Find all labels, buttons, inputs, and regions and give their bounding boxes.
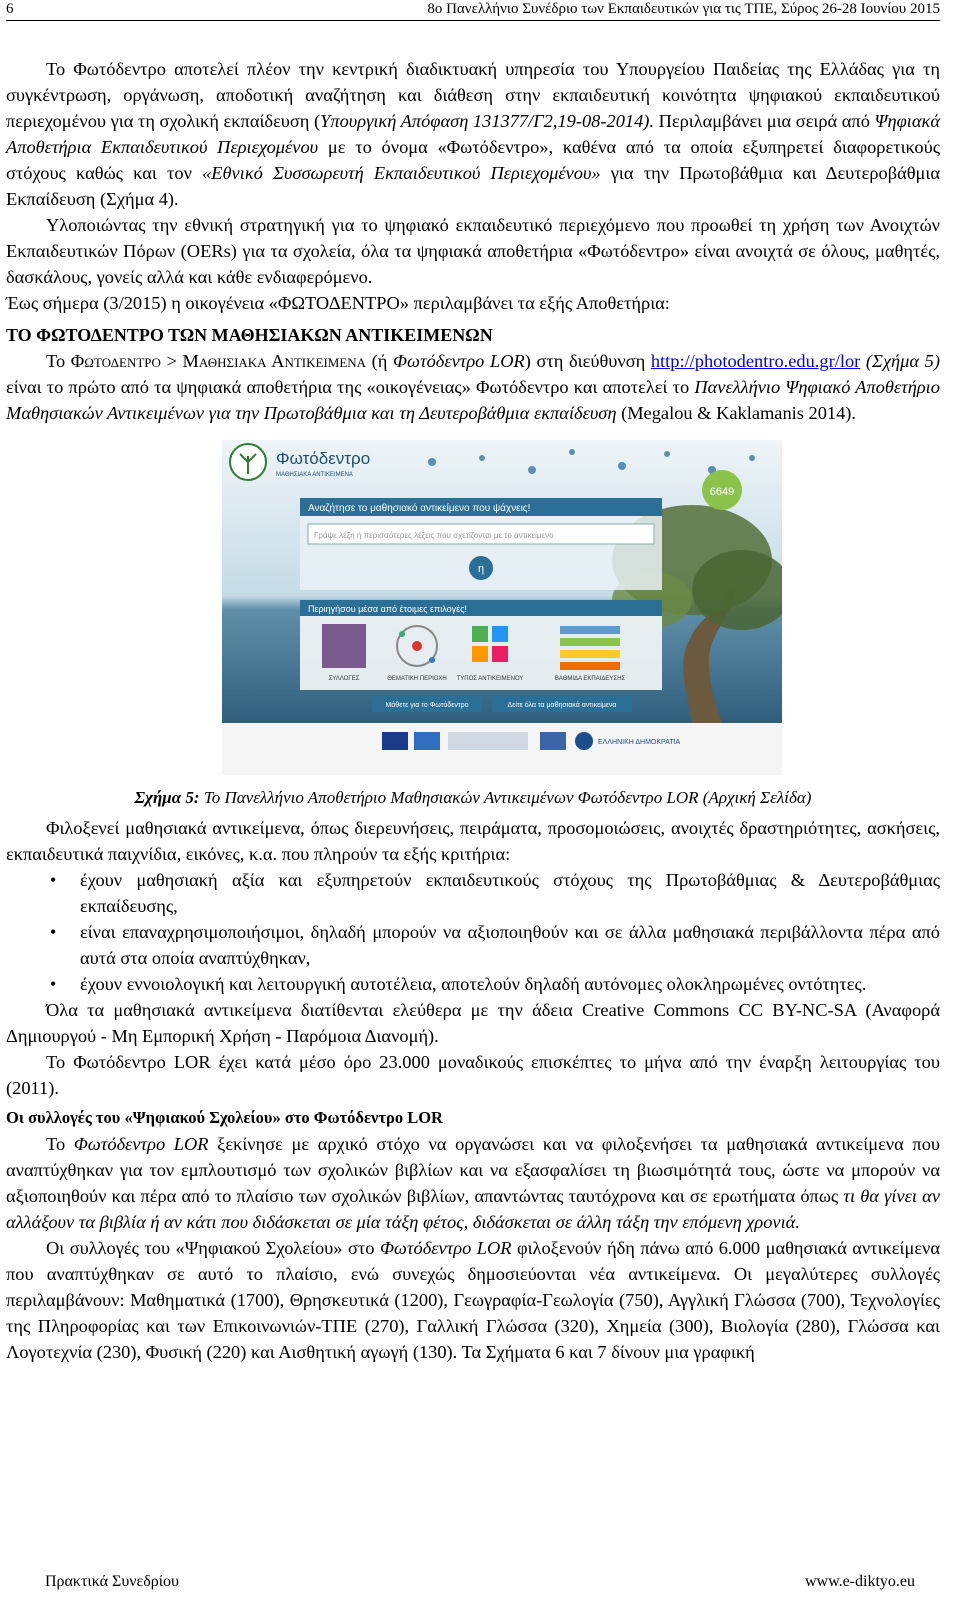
choices-title: Περιηγήσου μέσα από έτοιμες επιλογές! xyxy=(308,604,467,614)
bullet-icon: • xyxy=(50,974,57,994)
text: με το όνομα «Φωτόδεντρο», καθένα από τα οποία εξυπηρετεί διαφορετικούς στόχους καθώς και τον xyxy=(6,137,940,183)
text: ξεκίνησε με αρχικό στόχο να οργανώσει και να φιλοξενήσει τα μαθησιακά αντικείμενα που αναπτύχθηκαν για τον εμπλουτισμό των σχολικών βιβλίων και να εξασφαλίσει τη βιωσιμότητά τους, ώστε να μπορούν να αξιοποιηθούν και πέρα από το πλαίσιο των σχολικών βιβλίων, απαντώντας ταυτόχρονα και σε ερωτήματα όπως xyxy=(6,1134,940,1206)
learn-more-label: Μάθετε για το Φωτόδεντρο xyxy=(385,702,469,709)
header-rule xyxy=(6,20,940,21)
list-item xyxy=(6,971,940,997)
list-item xyxy=(6,867,940,919)
paragraph-lor xyxy=(6,348,940,426)
text: φιλοξενούν ήδη πάνω από 6.000 μαθησιακά αντικείμενα που αναπτύχθηκαν σε αυτό το πλαίσιο, ενώ συνεχώς δημοσιεύονται νέα αντικείμενα. Οι μεγαλύτερες συλλογές περιλαμβάνουν: Μαθηματικά (1700), Θρησκευτικά (1200), Γεωγραφία-Γεωλογία (750), Αγγλική Γλώσσα (700), Τεχνολογίες της Πληροφορίας και των Επικοινωνιών-ΤΠΕ (270), Γαλλική Γλώσσα (320), Χημεία (300), Βιολογία (280), Γλώσσα και Λογοτεχνία (230), Φυσική (220) και Αισθητική αγωγή (130). Τα Σχήματα 6 και 7 δίνουν μια γραφική xyxy=(6,1238,940,1362)
paragraph-hosts: Φιλοξενεί μαθησιακά αντικείμενα, όπως διερευνήσεις, πειράματα, προσομοιώσεις, ανοιχτές δραστηριότητες, ασκήσεις, εκπαιδευτικά παιχνίδια, εικόνες, κ.α. που πληρούν τα εξής κριτήρια: xyxy=(6,818,940,864)
paragraph-visitors: Το Φωτόδεντρο LOR έχει κατά μέσο όρο 23.000 μοναδικούς επισκέπτες το μήνα από την έναρξη λειτουργίας του (2011). xyxy=(6,1052,940,1098)
page-number: 6 xyxy=(6,1,14,17)
text: Το Φωτόδεντρο αποτελεί πλέον την κεντρική διαδικτυακή υπηρεσία του Υπουργείου Παιδείας της Ελλάδας για τη συγκέντρωση, οργάνωση, αποδοτική αναζήτηση και διάθεση στην εκπαιδευτική κοινότητα ψηφιακού εκπαιδευτικού περιεχομένου για τη σχολική εκπαίδευση ( xyxy=(6,59,940,131)
paragraph-collections xyxy=(6,1235,940,1365)
counter-value: 6649 xyxy=(709,486,735,498)
lor-url-link[interactable]: http://photodentro.edu.gr/lor xyxy=(650,351,861,371)
footer-website: www.e-diktyo.eu xyxy=(804,1573,915,1590)
logo-text: Φωτόδεντρο xyxy=(276,449,371,468)
logo-subtitle: ΜΑΘΗΣΙΑΚΑ ΑΝΤΙΚΕΙΜΕΝΑ xyxy=(276,472,353,478)
text: για την Πρωτοβάθμια και Δευτεροβάθμια Εκπαίδευση (Σχήμα 4). xyxy=(6,163,941,209)
search-placeholder: Γράψε λέξη ή περισσότερες λέξεις που σχετίζονται με το αντικείμενο xyxy=(314,531,554,540)
page-body xyxy=(6,56,940,1365)
text-italic: τι θα γίνει αν αλλάξουν τα βιβλία ή αν κάτι που διδάσκεται σε μία τάξη φέτος, διδάσκεται σε άλλη τάξη την επόμενη χρονιά. xyxy=(6,1186,940,1232)
type-label: ΤΥΠΟΣ ΑΝΤΙΚΕΙΜΕΝΟΥ xyxy=(456,676,524,682)
text: ) στη διεύθυνση xyxy=(524,351,651,371)
page-header xyxy=(6,0,940,22)
text: (ή xyxy=(366,351,394,371)
list-item-text: έχουν εννοιολογική και λειτουργική αυτοτέλεια, αποτελούν δηλαδή αυτόνομες ολοκληρωμένες οντότητες. xyxy=(80,974,867,994)
caption-text: Το Πανελλήνιο Αποθετήριο Μαθησιακών Αντικειμένων Φωτόδεντρο LOR (Αρχική Σελίδα) xyxy=(199,788,812,807)
text-italic: Πανελλήνιο Ψηφιακό Αποθετήριο Μαθησιακών Αντικειμένων για την Πρωτοβάθμια και τη Δευτεροβάθμια εκπαίδευση xyxy=(6,377,940,423)
text: Περιλαμβάνει μια σειρά από xyxy=(654,111,875,131)
level-label: ΒΑΘΜΙΔΑ ΕΚΠΑΙΔΕΥΣΗΣ xyxy=(554,676,626,682)
figure-screenshot xyxy=(222,440,782,775)
paragraph-goal xyxy=(6,1131,940,1235)
text: Το xyxy=(46,351,71,371)
list-item-text: έχουν μαθησιακή αξία και εξυπηρετούν εκπαιδευτικούς στόχους της Πρωτοβάθμιας & Δευτεροβάθμιας εκπαίδευσης, xyxy=(80,870,940,916)
text-italic: Φωτόδεντρο LOR xyxy=(73,1134,209,1154)
greek-flag-icon xyxy=(414,732,440,750)
subject-label: ΘΕΜΑΤΙΚΗ ΠΕΡΙΟΧΗ xyxy=(387,676,447,682)
search-title: Αναζήτησε το μαθησιακό αντικείμενο που ψάχνεις! xyxy=(308,503,531,514)
bullet-icon: • xyxy=(50,922,57,942)
bullet-icon: • xyxy=(50,870,57,890)
collections-icon xyxy=(322,624,366,668)
text-italic: Φωτόδεντρο LOR xyxy=(379,1238,512,1258)
paragraph-family: Έως σήμερα (3/2015) η οικογένεια «ΦΩΤΟΔΕΝΤΡΟ» περιλαμβάνει τα εξής Αποθετήρια: xyxy=(6,293,670,313)
subsection-heading: Οι συλλογές του «Ψηφιακού Σχολείου» στο Φωτόδεντρο LOR xyxy=(6,1108,443,1127)
list-item xyxy=(6,919,940,971)
caption-label: Σχήμα 5: xyxy=(134,788,200,807)
text-italic: Ψηφιακά Αποθετήρια Εκπαιδευτικού Περιεχομένου xyxy=(6,111,940,157)
ministry-seal-icon xyxy=(575,732,593,750)
text: (Megalou & Kaklamanis 2014). xyxy=(616,403,857,423)
text-italic: Φωτόδεντρο LOR xyxy=(393,351,525,371)
paragraph-intro xyxy=(6,56,940,212)
text-italic: Υπουργική Απόφαση 131377/Γ2,19-08-2014). xyxy=(320,111,654,131)
conference-title: 8ο Πανελλήνιο Συνέδριο των Εκπαιδευτικών για τις ΤΠΕ, Σύρος 26-28 Ιουνίου 2015 xyxy=(427,1,940,17)
section-heading: ΤΟ ΦΩΤΟΔΕΝΤΡΟ ΤΩΝ ΜΑΘΗΣΙΑΚΩΝ ΑΝΤΙΚΕΙΜΕΝΩΝ xyxy=(6,325,493,345)
text-smallcaps: Φωτοδεντρο > Μαθησιακα Αντικειμενα xyxy=(70,351,367,371)
text: Το xyxy=(46,1134,74,1154)
criteria-list xyxy=(6,867,940,997)
paragraph-license: Όλα τα μαθησιακά αντικείμενα διατίθενται ελεύθερα με την άδεια Creative Commons CC BY-NC-SA (Αναφορά Δημιουργού - Μη Εμπορική Χρήση - Παρόμοια Διανομή). xyxy=(6,1000,940,1046)
text-italic: «Εθνικό Συσσωρευτή Εκπαιδευτικού Περιεχομένου» xyxy=(202,163,601,183)
text-italic: (Σχήμα 5) xyxy=(865,351,940,371)
list-item-text: είναι επαναχρησιμοποιήσιμοι, δηλαδή μπορούν να αξιοποιηθούν και σε άλλα μαθησιακά περιβάλλοντα πέρα από αυτά στα οποία αναπτύχθηκαν, xyxy=(80,922,940,968)
paragraph-strategy: Υλοποιώντας την εθνική στρατηγική για το ψηφιακό εκπαιδευτικό περιεχόμενο που προωθεί τη χρήση των Ανοιχτών Εκπαιδευτικών Πόρων (OERs) για τα σχολεία, όλα τα ψηφιακά αποθετήρια «Φωτόδεντρο» είναι ανοιχτά σε όλους, μαθητές, δασκάλους, γονείς αλλά και κάθε ενδιαφερόμενο. xyxy=(6,215,940,287)
espa-logo xyxy=(540,732,566,750)
photodentro-homepage-image xyxy=(222,440,782,775)
figure-caption xyxy=(6,785,940,811)
text: είναι το πρώτο από τα ψηφιακά αποθετήρια της «οικογένειας» Φωτόδεντρο και αποτελεί το xyxy=(6,377,695,397)
text: Οι συλλογές του «Ψηφιακού Σχολείου» στο xyxy=(46,1238,380,1258)
ministry-label: ΕΛΛΗΝΙΚΗ ΔΗΜΟΚΡΑΤΙΑ xyxy=(598,739,681,746)
partner-logo xyxy=(448,732,528,750)
search-button-glyph: η xyxy=(477,563,485,575)
collections-label: ΣΥΛΛΟΓΕΣ xyxy=(328,676,360,682)
eu-flag-icon xyxy=(382,732,408,750)
see-all-label: Δείτε όλα τα μαθησιακά αντικείμενα xyxy=(507,702,617,709)
footer-proceedings: Πρακτικά Συνεδρίου xyxy=(45,1573,179,1590)
